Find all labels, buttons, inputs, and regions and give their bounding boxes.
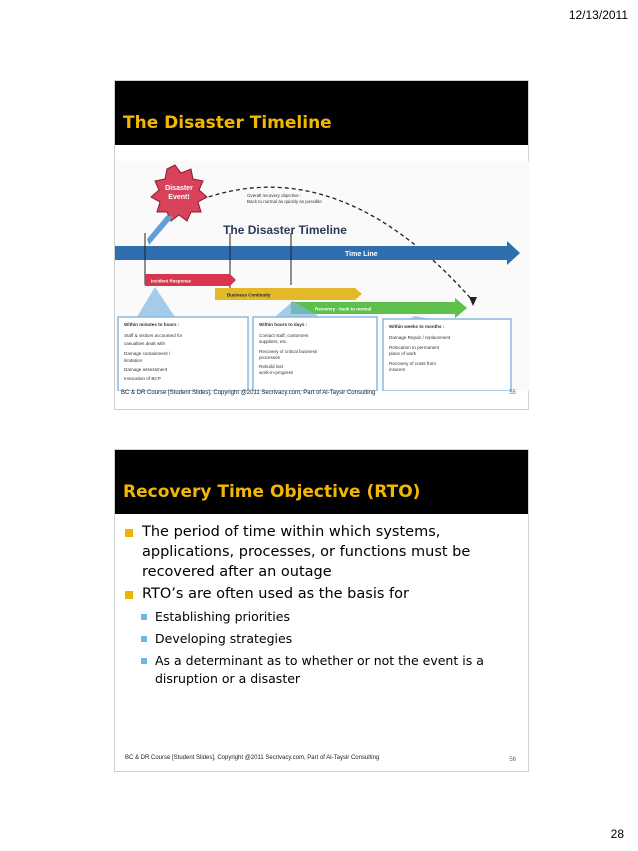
sub-bullet-item [141,652,520,688]
sub-bullet-item [141,630,520,648]
disaster-timeline-diagram [115,161,530,391]
disaster-event-label-2: Event! [168,194,190,201]
timeline-bar [115,246,507,260]
slide-number: 55 [509,390,516,396]
phase-recovery-label: Recovery - back to normal [315,306,372,312]
phase-incident-response-label: Incident Response [151,278,192,284]
box2-title: Within hours to days : [259,322,308,327]
sub-bullet-item [141,608,520,626]
disaster-event-label-1: Disaster [165,185,193,192]
phase-business-continuity-label: Business Continuity [227,292,271,298]
slide-number: 56 [509,757,516,763]
sub-bullet-text: As a determinant as to whether or not the event is a disruption or a disaster [155,653,484,686]
print-date: 12/13/2011 [568,8,628,22]
square-bullet-icon [141,658,147,664]
box3-line: Recovery of costs from [389,361,436,366]
sub-bullet-text: Establishing priorities [155,609,290,624]
bullet-text: RTO’s are often used as the basis for [142,586,409,602]
box2-line: processes [259,355,280,360]
box3-line: Damage Repair / replacement [389,335,451,340]
box1-line: limitation [124,358,143,363]
box2-line: Recovery of critical business [259,349,318,354]
box1-line: Staff & visitors accounted for [124,333,183,338]
box-hours-to-days [253,317,377,391]
box1-line: casualties dealt with [124,341,166,346]
box3-line: Relocation to permanent [389,345,440,350]
sub-bullet-text: Developing strategies [155,631,293,646]
box1-line: Invocation of BCP [124,376,161,381]
timeline-label: Time Line [345,251,378,258]
box3-title: Within weeks to months : [389,324,445,329]
slide-disaster-timeline [114,80,529,410]
box2-line: Rebuild lost [259,364,284,369]
square-bullet-icon [141,614,147,620]
square-bullet-icon [125,529,133,537]
box2-line: work-in-progress [259,370,294,375]
slide-title-bar [115,81,528,145]
slide-footer: BC & DR Course [Student Slides], Copyright @2011 Secrivacy.com, Part of Al-Taysir Consulting [121,390,376,396]
box3-line: place of work [389,351,417,356]
slide-title-bar [115,450,528,514]
box1-line: Damage assessment [124,367,168,372]
square-bullet-icon [125,591,133,599]
slide-title: Recovery Time Objective (RTO) [123,482,421,502]
box3-line: insurers [389,367,406,372]
objective-text-2: Back to normal as quickly as possible [247,199,322,204]
slide-footer: BC & DR Course [Student Slides], Copyright @2011 Secrivacy.com, Part of Al-Taysir Consulting [125,755,380,761]
box1-line: Damage containment / [124,351,171,356]
box2-line: suppliers, etc. [259,339,288,344]
bullet-item [123,522,520,582]
slide-recovery-time-objective [114,449,529,772]
page-number: 28 [610,827,624,841]
objective-text-1: Overall recovery objective : [247,193,302,198]
square-bullet-icon [141,636,147,642]
bullet-text: The period of time within which systems, applications, processes, or functions must be recovered after an outage [142,524,471,580]
bullet-item [123,584,520,604]
slide-title: The Disaster Timeline [123,113,332,133]
box2-line: Contact staff, customers [259,333,309,338]
bullet-list [123,522,520,690]
diagram-heading: The Disaster Timeline [223,223,347,237]
box1-title: Within minutes to hours : [124,322,180,327]
